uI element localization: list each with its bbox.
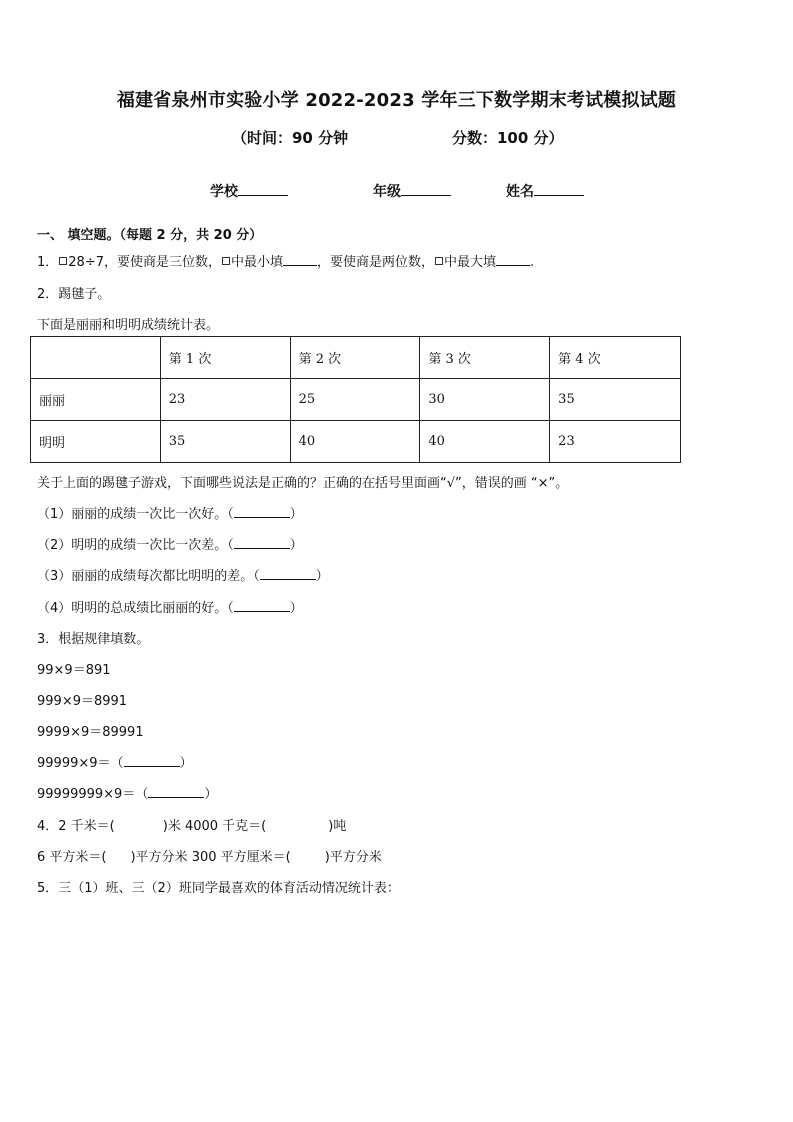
q2-item-text: （1）丽丽的成绩一次比一次好。（ — [37, 507, 234, 522]
q2-item-1 — [37, 503, 303, 522]
name-field[interactable] — [506, 181, 584, 201]
answer-blank[interactable] — [234, 536, 290, 549]
close-paren: ） — [204, 787, 218, 802]
pattern-fill-1 — [37, 752, 193, 771]
q1-blank-2[interactable] — [496, 253, 530, 266]
table-row — [31, 379, 681, 421]
grade-field[interactable] — [373, 181, 451, 201]
answer-blank[interactable] — [234, 505, 290, 518]
pattern-line-3: 9999×9＝89991 — [37, 725, 144, 740]
answer-blank[interactable] — [124, 754, 180, 767]
q4-text: )平方分米 300 平方厘米＝( — [130, 850, 291, 865]
table-cell: 明明 — [31, 421, 161, 463]
pattern-line-2: 999×9＝8991 — [37, 694, 128, 709]
school-field[interactable] — [210, 181, 288, 201]
table-header-cell: 第 1 次 — [160, 337, 290, 379]
table-cell: 23 — [160, 379, 290, 421]
close-paren: ） — [289, 601, 303, 616]
exam-time: （时间：90 分钟 — [232, 129, 349, 147]
q2-item-text: （4）明明的总成绩比丽丽的好。（ — [37, 601, 234, 616]
table-header-cell: 第 3 次 — [420, 337, 550, 379]
square-box-icon — [59, 257, 67, 265]
table-cell: 35 — [550, 379, 681, 421]
q1-text-b: 28÷7，要使商是三位数， — [68, 255, 221, 270]
school-blank[interactable] — [238, 183, 288, 196]
square-box-icon — [435, 257, 443, 265]
table-cell: 23 — [550, 421, 681, 463]
answer-blank[interactable] — [260, 567, 316, 580]
table-header-row — [31, 337, 681, 379]
question-4-line-1 — [37, 815, 346, 834]
q2-item-text: （3）丽丽的成绩每次都比明明的差。（ — [37, 569, 260, 584]
square-box-icon — [222, 257, 230, 265]
grade-blank[interactable] — [401, 183, 451, 196]
table-cell: 35 — [160, 421, 290, 463]
question-5: 5．三（1）班、三（2）班同学最喜欢的体育活动情况统计表： — [37, 881, 400, 896]
q4-text: )平方分米 — [324, 850, 382, 865]
section-title: 一、 填空题。（每题 2 分，共 20 分） — [37, 228, 263, 243]
q2-question: 关于上面的踢毽子游戏，下面哪些说法是正确的？正确的在括号里面画“√”，错误的画 “×”。 — [37, 476, 569, 491]
q1-text-f: . — [530, 255, 535, 270]
name-label: 姓名 — [506, 184, 534, 200]
pattern-fill-text: 99999999×9＝（ — [37, 787, 149, 802]
q1-number: 1． — [37, 255, 59, 270]
q4-text: 4．2 千米＝( — [37, 819, 115, 834]
close-paren: ） — [315, 569, 329, 584]
question-3-title: 3．根据规律填数。 — [37, 632, 150, 647]
school-label: 学校 — [210, 184, 238, 200]
table-cell: 40 — [420, 421, 550, 463]
q2-item-3 — [37, 565, 329, 584]
q1-text-d: ，要使商是两位数， — [317, 255, 435, 270]
table-cell: 丽丽 — [31, 379, 161, 421]
pattern-fill-2 — [37, 783, 217, 802]
question-4-line-2 — [37, 846, 382, 865]
grade-label: 年级 — [373, 184, 401, 200]
score-table — [30, 336, 681, 463]
pattern-fill-text: 99999×9＝（ — [37, 756, 124, 771]
question-1 — [37, 251, 534, 270]
q1-blank-1[interactable] — [283, 253, 317, 266]
close-paren: ） — [289, 538, 303, 553]
exam-title: 福建省泉州市实验小学 2022-2023 学年三下数学期末考试模拟试题 — [116, 90, 677, 111]
q2-item-2 — [37, 534, 303, 553]
table-cell: 25 — [290, 379, 420, 421]
q1-text-c: 中最小填 — [231, 255, 284, 270]
table-header-cell: 第 2 次 — [290, 337, 420, 379]
q4-text: )米 4000 千克＝( — [162, 819, 267, 834]
name-blank[interactable] — [534, 183, 584, 196]
exam-score: 分数：100 分） — [452, 129, 564, 147]
table-header-cell — [31, 337, 161, 379]
table-cell: 30 — [420, 379, 550, 421]
close-paren: ） — [179, 756, 193, 771]
table-intro: 下面是丽丽和明明成绩统计表。 — [37, 318, 220, 333]
q2-item-text: （2）明明的成绩一次比一次差。（ — [37, 538, 234, 553]
answer-blank[interactable] — [234, 599, 290, 612]
close-paren: ） — [289, 507, 303, 522]
q2-item-4 — [37, 597, 303, 616]
answer-blank[interactable] — [148, 785, 204, 798]
table-cell: 40 — [290, 421, 420, 463]
pattern-line-1: 99×9＝891 — [37, 663, 111, 678]
table-row — [31, 421, 681, 463]
q4-text: 6 平方米＝( — [37, 850, 107, 865]
table-header-cell: 第 4 次 — [550, 337, 681, 379]
q4-text: )吨 — [328, 819, 347, 834]
question-2-title: 2．踢毽子。 — [37, 287, 111, 302]
q1-text-e: 中最大填 — [444, 255, 497, 270]
